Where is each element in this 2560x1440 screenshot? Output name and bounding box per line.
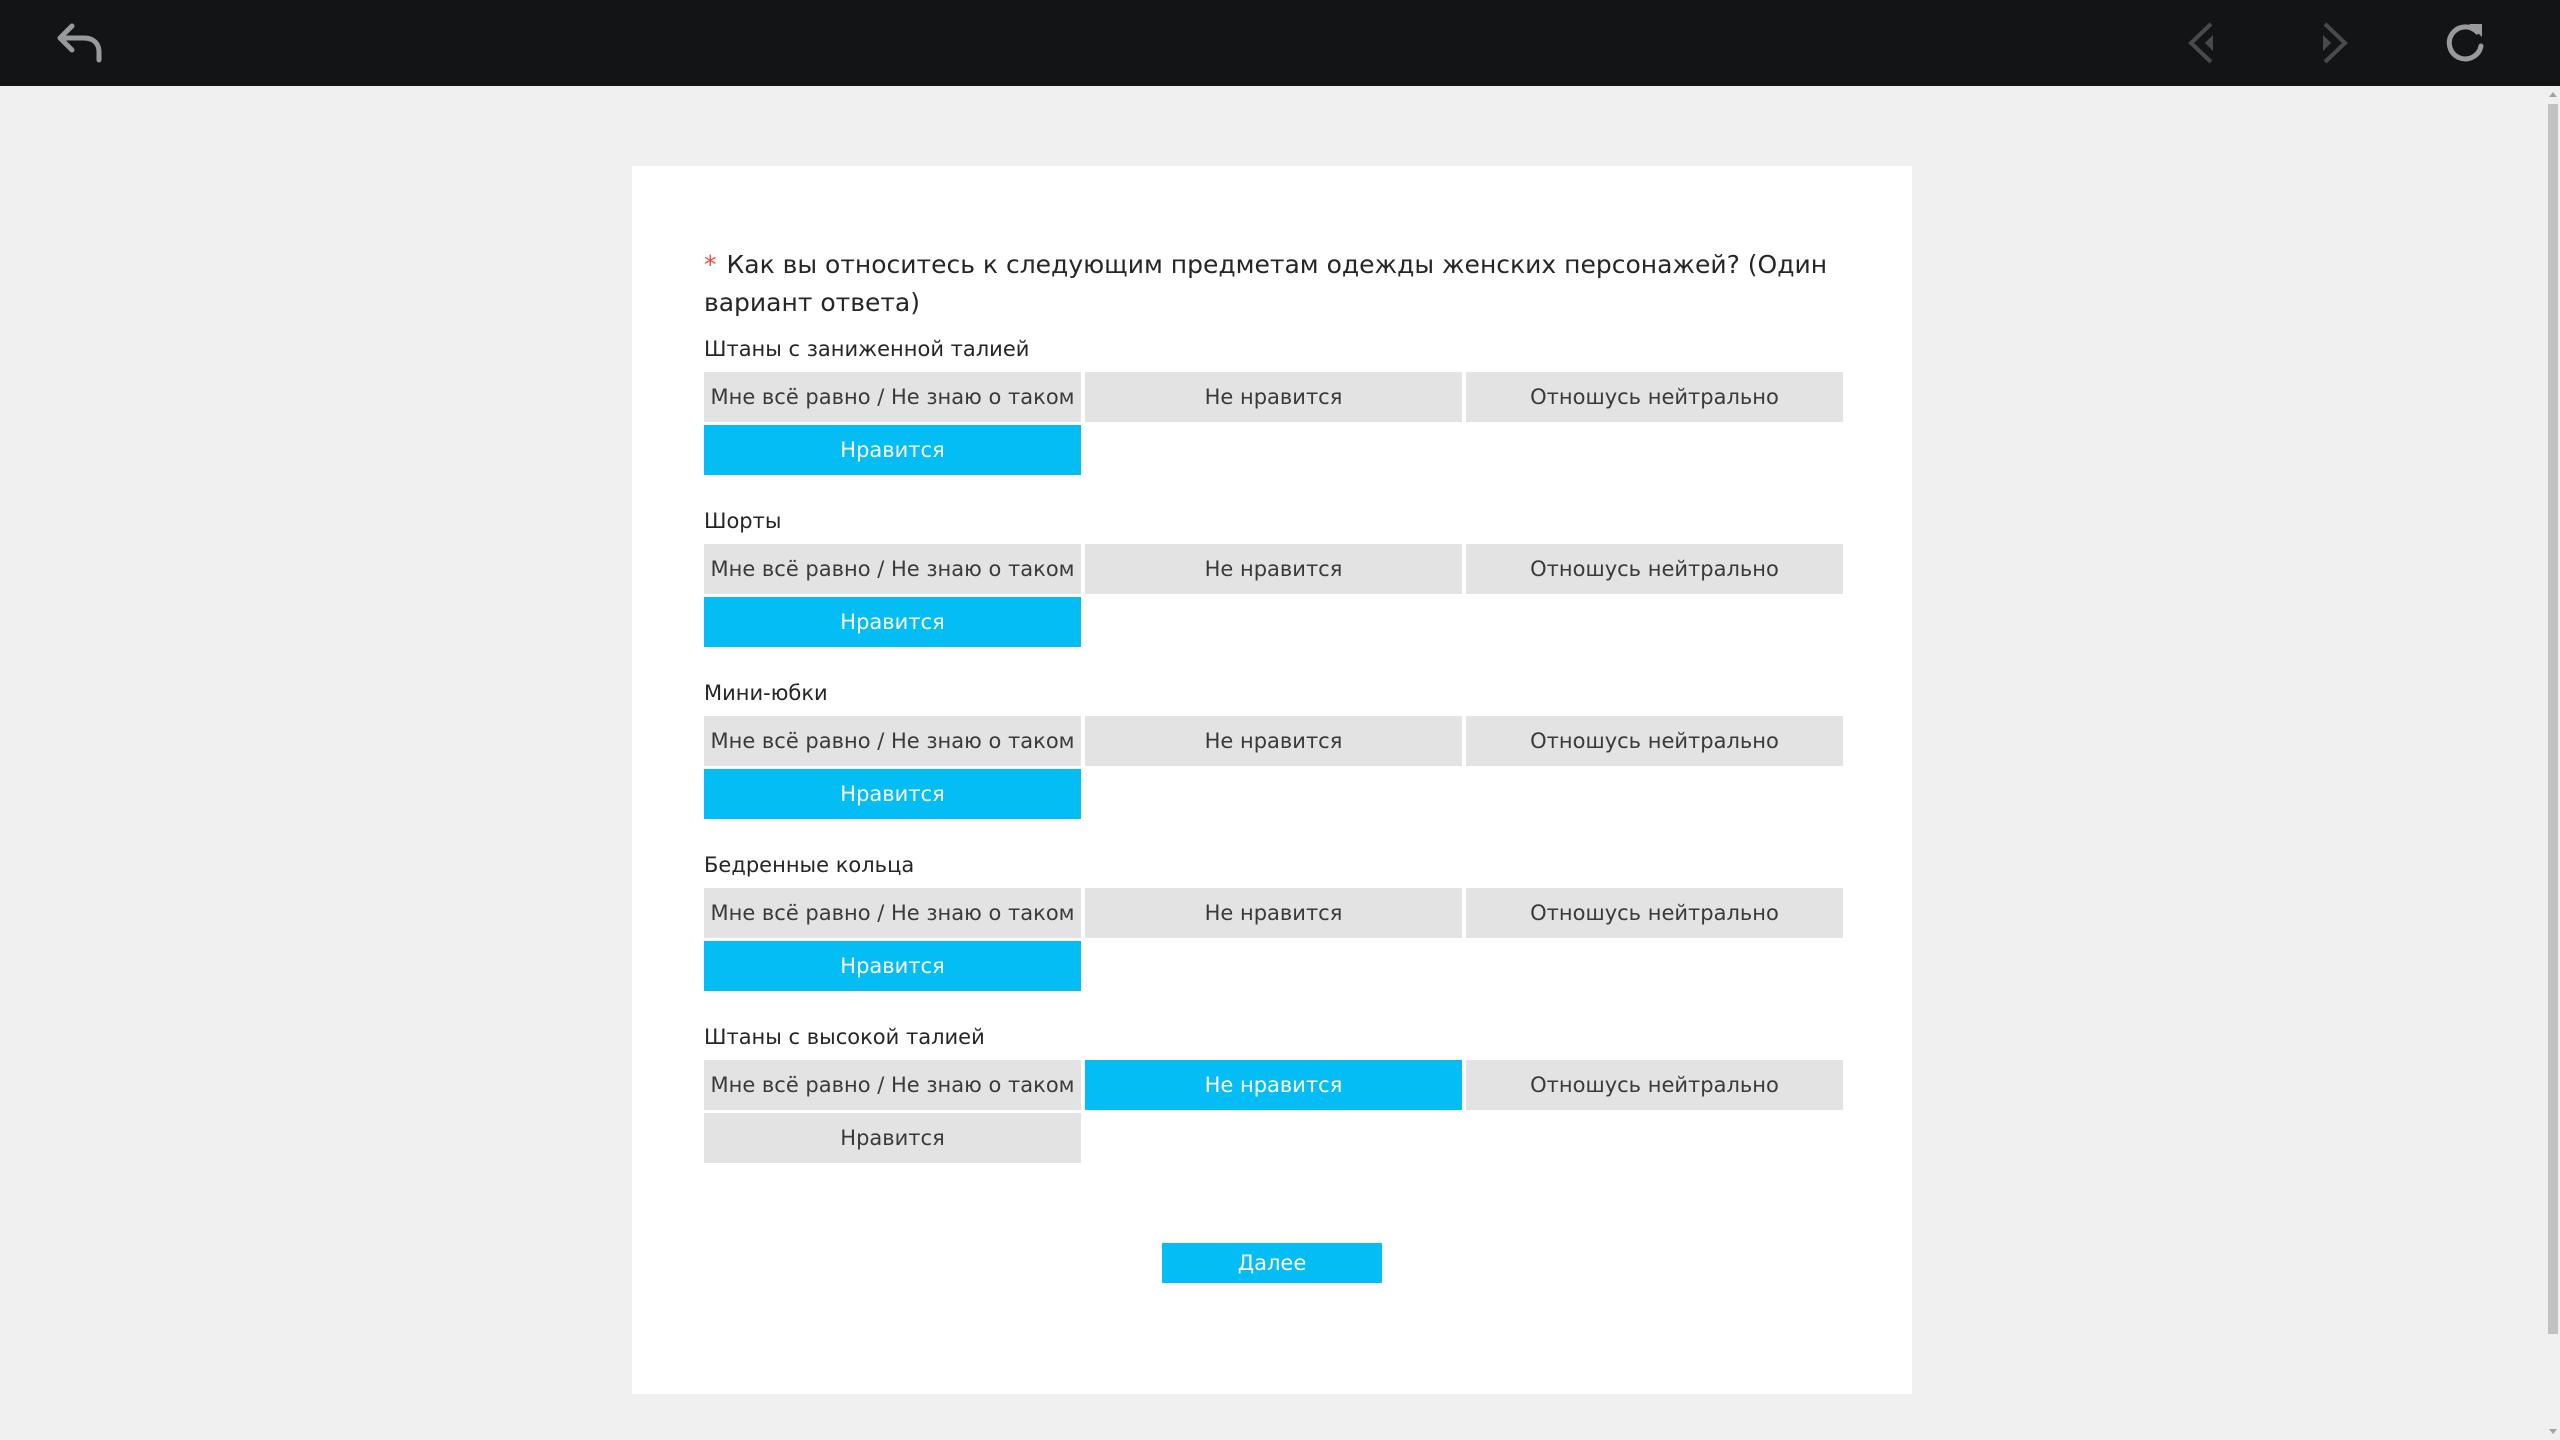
- option-dont-care-button[interactable]: Мне всё равно / Не знаю о таком: [704, 372, 1081, 422]
- option-neutral-button[interactable]: Отношусь нейтрально: [1466, 544, 1843, 594]
- scroll-up-arrow-icon[interactable]: [2549, 92, 2557, 97]
- question-row: [704, 680, 1844, 820]
- option-like-button[interactable]: Нравится: [704, 425, 1081, 475]
- option-dislike-button[interactable]: Не нравится: [1085, 1060, 1462, 1110]
- survey-card: [632, 166, 1912, 1394]
- required-marker: *: [704, 250, 717, 279]
- option-neutral-button[interactable]: Отношусь нейтрально: [1466, 1060, 1843, 1110]
- option-neutral-button[interactable]: Отношусь нейтрально: [1466, 372, 1843, 422]
- top-toolbar: [0, 0, 2560, 86]
- option-dislike-button[interactable]: Не нравится: [1085, 372, 1462, 422]
- row-label: Шорты: [704, 509, 782, 533]
- option-dislike-button[interactable]: Не нравится: [1085, 888, 1462, 938]
- vertical-scrollbar[interactable]: [2546, 86, 2560, 1440]
- next-button[interactable]: Далее: [1162, 1243, 1382, 1283]
- option-dont-care-button[interactable]: Мне всё равно / Не знаю о таком: [704, 888, 1081, 938]
- diamond-left-arrow-icon[interactable]: [2160, 0, 2246, 86]
- row-label: Штаны с заниженной талией: [704, 337, 1030, 361]
- scroll-down-arrow-icon[interactable]: [2549, 1429, 2557, 1434]
- option-neutral-button[interactable]: Отношусь нейтрально: [1466, 888, 1843, 938]
- scrollbar-thumb[interactable]: [2548, 104, 2558, 1334]
- diamond-right-arrow-icon[interactable]: [2290, 0, 2376, 86]
- option-dont-care-button[interactable]: Мне всё равно / Не знаю о таком: [704, 544, 1081, 594]
- row-label: Мини-юбки: [704, 681, 828, 705]
- question-row: [704, 508, 1844, 648]
- option-dislike-button[interactable]: Не нравится: [1085, 544, 1462, 594]
- question-label: Как вы относитесь к следующим предметам одежды женских персонажей? (Один вариант ответа): [704, 250, 1828, 317]
- option-dont-care-button[interactable]: Мне всё равно / Не знаю о таком: [704, 1060, 1081, 1110]
- option-like-button[interactable]: Нравится: [704, 597, 1081, 647]
- option-neutral-button[interactable]: Отношусь нейтрально: [1466, 716, 1843, 766]
- option-dont-care-button[interactable]: Мне всё равно / Не знаю о таком: [704, 716, 1081, 766]
- undo-arrow-icon[interactable]: [36, 0, 122, 86]
- option-like-button[interactable]: Нравится: [704, 1113, 1081, 1163]
- question-text: [704, 246, 1854, 322]
- row-label: Бедренные кольца: [704, 853, 915, 877]
- question-row: [704, 852, 1844, 992]
- option-like-button[interactable]: Нравится: [704, 941, 1081, 991]
- option-dislike-button[interactable]: Не нравится: [1085, 716, 1462, 766]
- reload-icon[interactable]: [2422, 0, 2508, 86]
- question-row: [704, 336, 1844, 476]
- row-label: Штаны с высокой талией: [704, 1025, 985, 1049]
- question-row: [704, 1024, 1844, 1164]
- option-like-button[interactable]: Нравится: [704, 769, 1081, 819]
